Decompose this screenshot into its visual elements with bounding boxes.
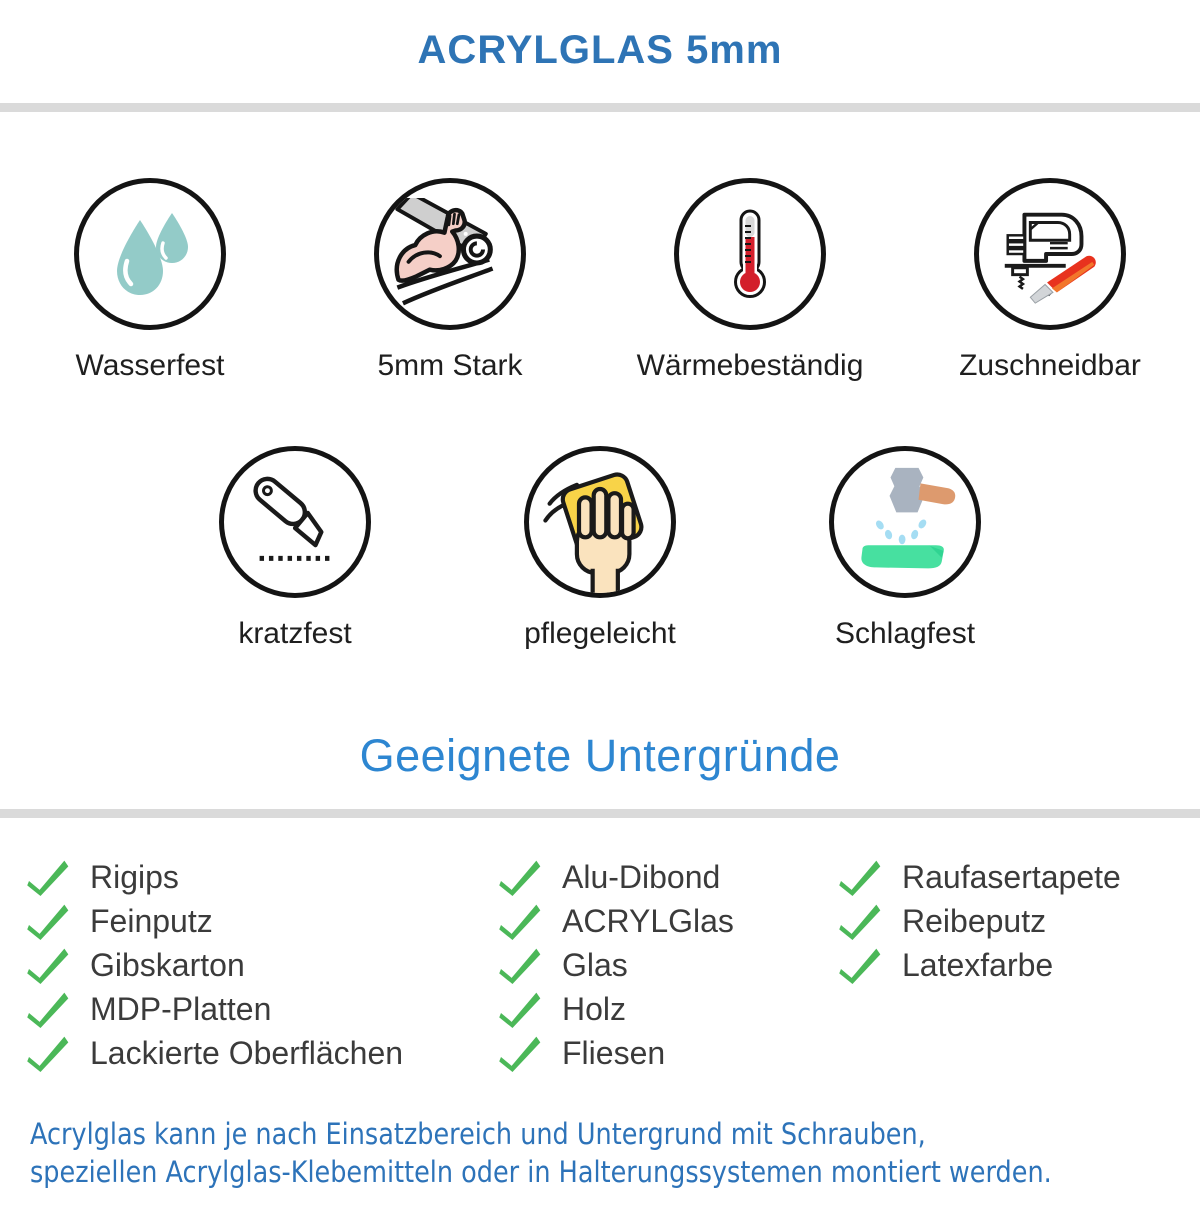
list-item: Glas (499, 943, 839, 987)
divider-middle (0, 809, 1200, 818)
acrylglas-infographic (0, 24, 1200, 1224)
list-item: Holz (499, 987, 839, 1031)
list-item: Alu-Dibond (499, 855, 839, 899)
feature-kratzfest (143, 446, 448, 652)
feature-label: Schlagfest (834, 617, 976, 650)
list-item: Gibskarton (27, 943, 499, 987)
check-icon (499, 902, 541, 940)
thermometer-icon (700, 204, 800, 304)
feature-wasserfest (0, 178, 300, 384)
check-icon (499, 1034, 541, 1072)
list-item: Raufasertapete (839, 855, 1200, 899)
feature-label: Wasserfest (75, 349, 225, 382)
feature-circle (374, 178, 526, 330)
substrates-column-3 (839, 855, 1200, 1075)
list-item: Fliesen (499, 1031, 839, 1075)
feature-5mm-stark (300, 178, 600, 384)
hammer-icon (847, 464, 963, 580)
feature-circle (524, 446, 676, 598)
check-icon (27, 946, 69, 984)
feature-circle (219, 446, 371, 598)
feature-waermebestaendig (600, 178, 900, 384)
section-title: Geeignete Untergründe (359, 730, 841, 781)
check-icon (499, 990, 541, 1028)
list-item: MDP-Platten (27, 987, 499, 1031)
footer-line-2: speziellen Acrylglas-Klebemitteln oder in Halterungssystemen montiert werden. (30, 1155, 1052, 1189)
feature-schlagfest (753, 446, 1058, 652)
features-row-2 (0, 446, 1200, 652)
feature-label: kratzfest (238, 617, 352, 650)
features-row-1 (0, 178, 1200, 384)
divider-top (0, 103, 1200, 112)
water-drops-icon (100, 204, 200, 304)
substrates-list (0, 855, 1200, 1075)
jigsaw-knife-icon (991, 195, 1109, 313)
cleaning-hand-icon (537, 468, 663, 576)
check-icon (27, 902, 69, 940)
page-title: ACRYLGLAS 5mm (417, 28, 783, 72)
list-item: Lackierte Oberflächen (27, 1031, 499, 1075)
feature-circle (74, 178, 226, 330)
check-icon (27, 1034, 69, 1072)
list-item: ACRYLGlas (499, 899, 839, 943)
feature-circle (829, 446, 981, 598)
list-item: Rigips (27, 855, 499, 899)
feature-circle (974, 178, 1126, 330)
list-item: Latexfarbe (839, 943, 1200, 987)
muscle-arm-icon (394, 198, 506, 310)
check-icon (27, 990, 69, 1028)
check-icon (839, 858, 881, 896)
feature-label: pflegeleicht (524, 617, 676, 650)
substrates-column-2 (499, 855, 839, 1075)
check-icon (27, 858, 69, 896)
feature-circle (674, 178, 826, 330)
utility-knife-icon (236, 463, 354, 581)
feature-label: 5mm Stark (377, 349, 523, 382)
feature-label: Wärmebeständig (636, 349, 864, 382)
check-icon (499, 946, 541, 984)
check-icon (499, 858, 541, 896)
check-icon (839, 946, 881, 984)
feature-zuschneidbar (900, 178, 1200, 384)
list-item: Feinputz (27, 899, 499, 943)
list-item: Reibeputz (839, 899, 1200, 943)
substrates-column-1 (27, 855, 499, 1075)
footer-note (30, 1115, 1060, 1191)
footer-line-1: Acrylglas kann je nach Einsatzbereich und Untergrund mit Schrauben, (30, 1117, 926, 1151)
feature-pflegeleicht (448, 446, 753, 652)
check-icon (839, 902, 881, 940)
feature-label: Zuschneidbar (959, 349, 1141, 382)
